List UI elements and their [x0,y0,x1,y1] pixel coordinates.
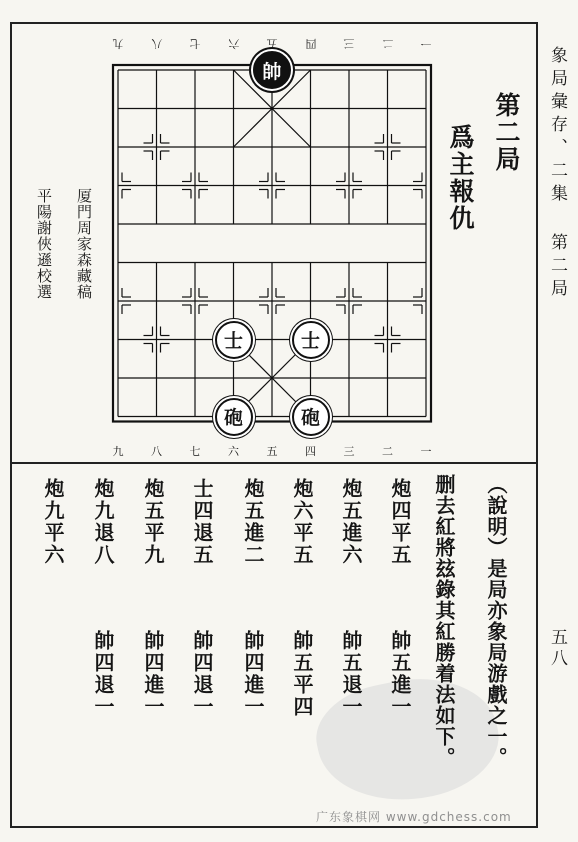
move-red: 士四退五 [190,478,214,566]
bottom-file-number: 六 [228,445,239,458]
move-red: 炮五平九 [141,478,165,566]
bottom-file-number: 三 [343,445,355,458]
piece: 砲 [215,398,253,436]
river [119,225,425,262]
bottom-file-number: 九 [112,445,124,458]
move-red: 炮九平六 [41,478,65,566]
top-file-number: 六 [228,37,239,50]
move-red: 炮五進二 [241,478,265,566]
move-black: 帥四退一 [91,630,115,718]
credit-editor: 平陽謝俠遜校選 [35,188,53,300]
move-black: 帥四進一 [241,630,265,718]
move-black: 帥四退一 [190,630,214,718]
top-file-number: 三 [343,37,355,50]
move-black: 帥五平四 [290,630,314,718]
bottom-file-number: 五 [266,445,278,458]
bottom-file-number: 四 [305,445,316,458]
running-head: 象局彙存、二集 第二局 [547,46,567,302]
top-file-number: 九 [112,37,124,50]
move-red: 炮四平五 [388,478,412,566]
piece: 帥 [253,51,291,89]
piece: 士 [292,321,330,359]
top-file-number: 一 [420,37,432,50]
piece: 砲 [292,398,330,436]
bottom-file-number: 二 [382,445,393,458]
top-file-number: 七 [189,37,201,50]
bottom-file-number: 八 [151,445,162,458]
move-red: 炮九退八 [91,478,115,566]
top-file-number: 八 [151,37,162,50]
site-watermark: 广东象棋网 www.gdchess.com [316,810,512,824]
page-number: 五八 [547,628,567,670]
piece: 士 [215,321,253,359]
top-file-number: 五 [266,37,278,50]
explanation-note-2: 删去紅將玆錄其紅勝着法如下。 [432,474,456,768]
move-red: 炮六平五 [290,478,314,566]
move-black: 帥五進一 [388,630,412,718]
top-file-number: 二 [382,37,393,50]
top-file-number: 四 [305,37,316,50]
explanation-note: （說明）是局亦象局游戲之一。 [484,474,508,768]
move-black: 帥五退一 [339,630,363,718]
move-red: 炮五進六 [339,478,363,566]
move-black: 帥四進一 [141,630,165,718]
bottom-file-number: 七 [189,445,201,458]
credit-collector: 厦門周家森藏稿 [75,188,93,300]
game-title: 第二局 [492,92,521,173]
game-subtitle: 爲主報仇 [446,124,475,232]
bottom-file-number: 一 [420,445,432,458]
